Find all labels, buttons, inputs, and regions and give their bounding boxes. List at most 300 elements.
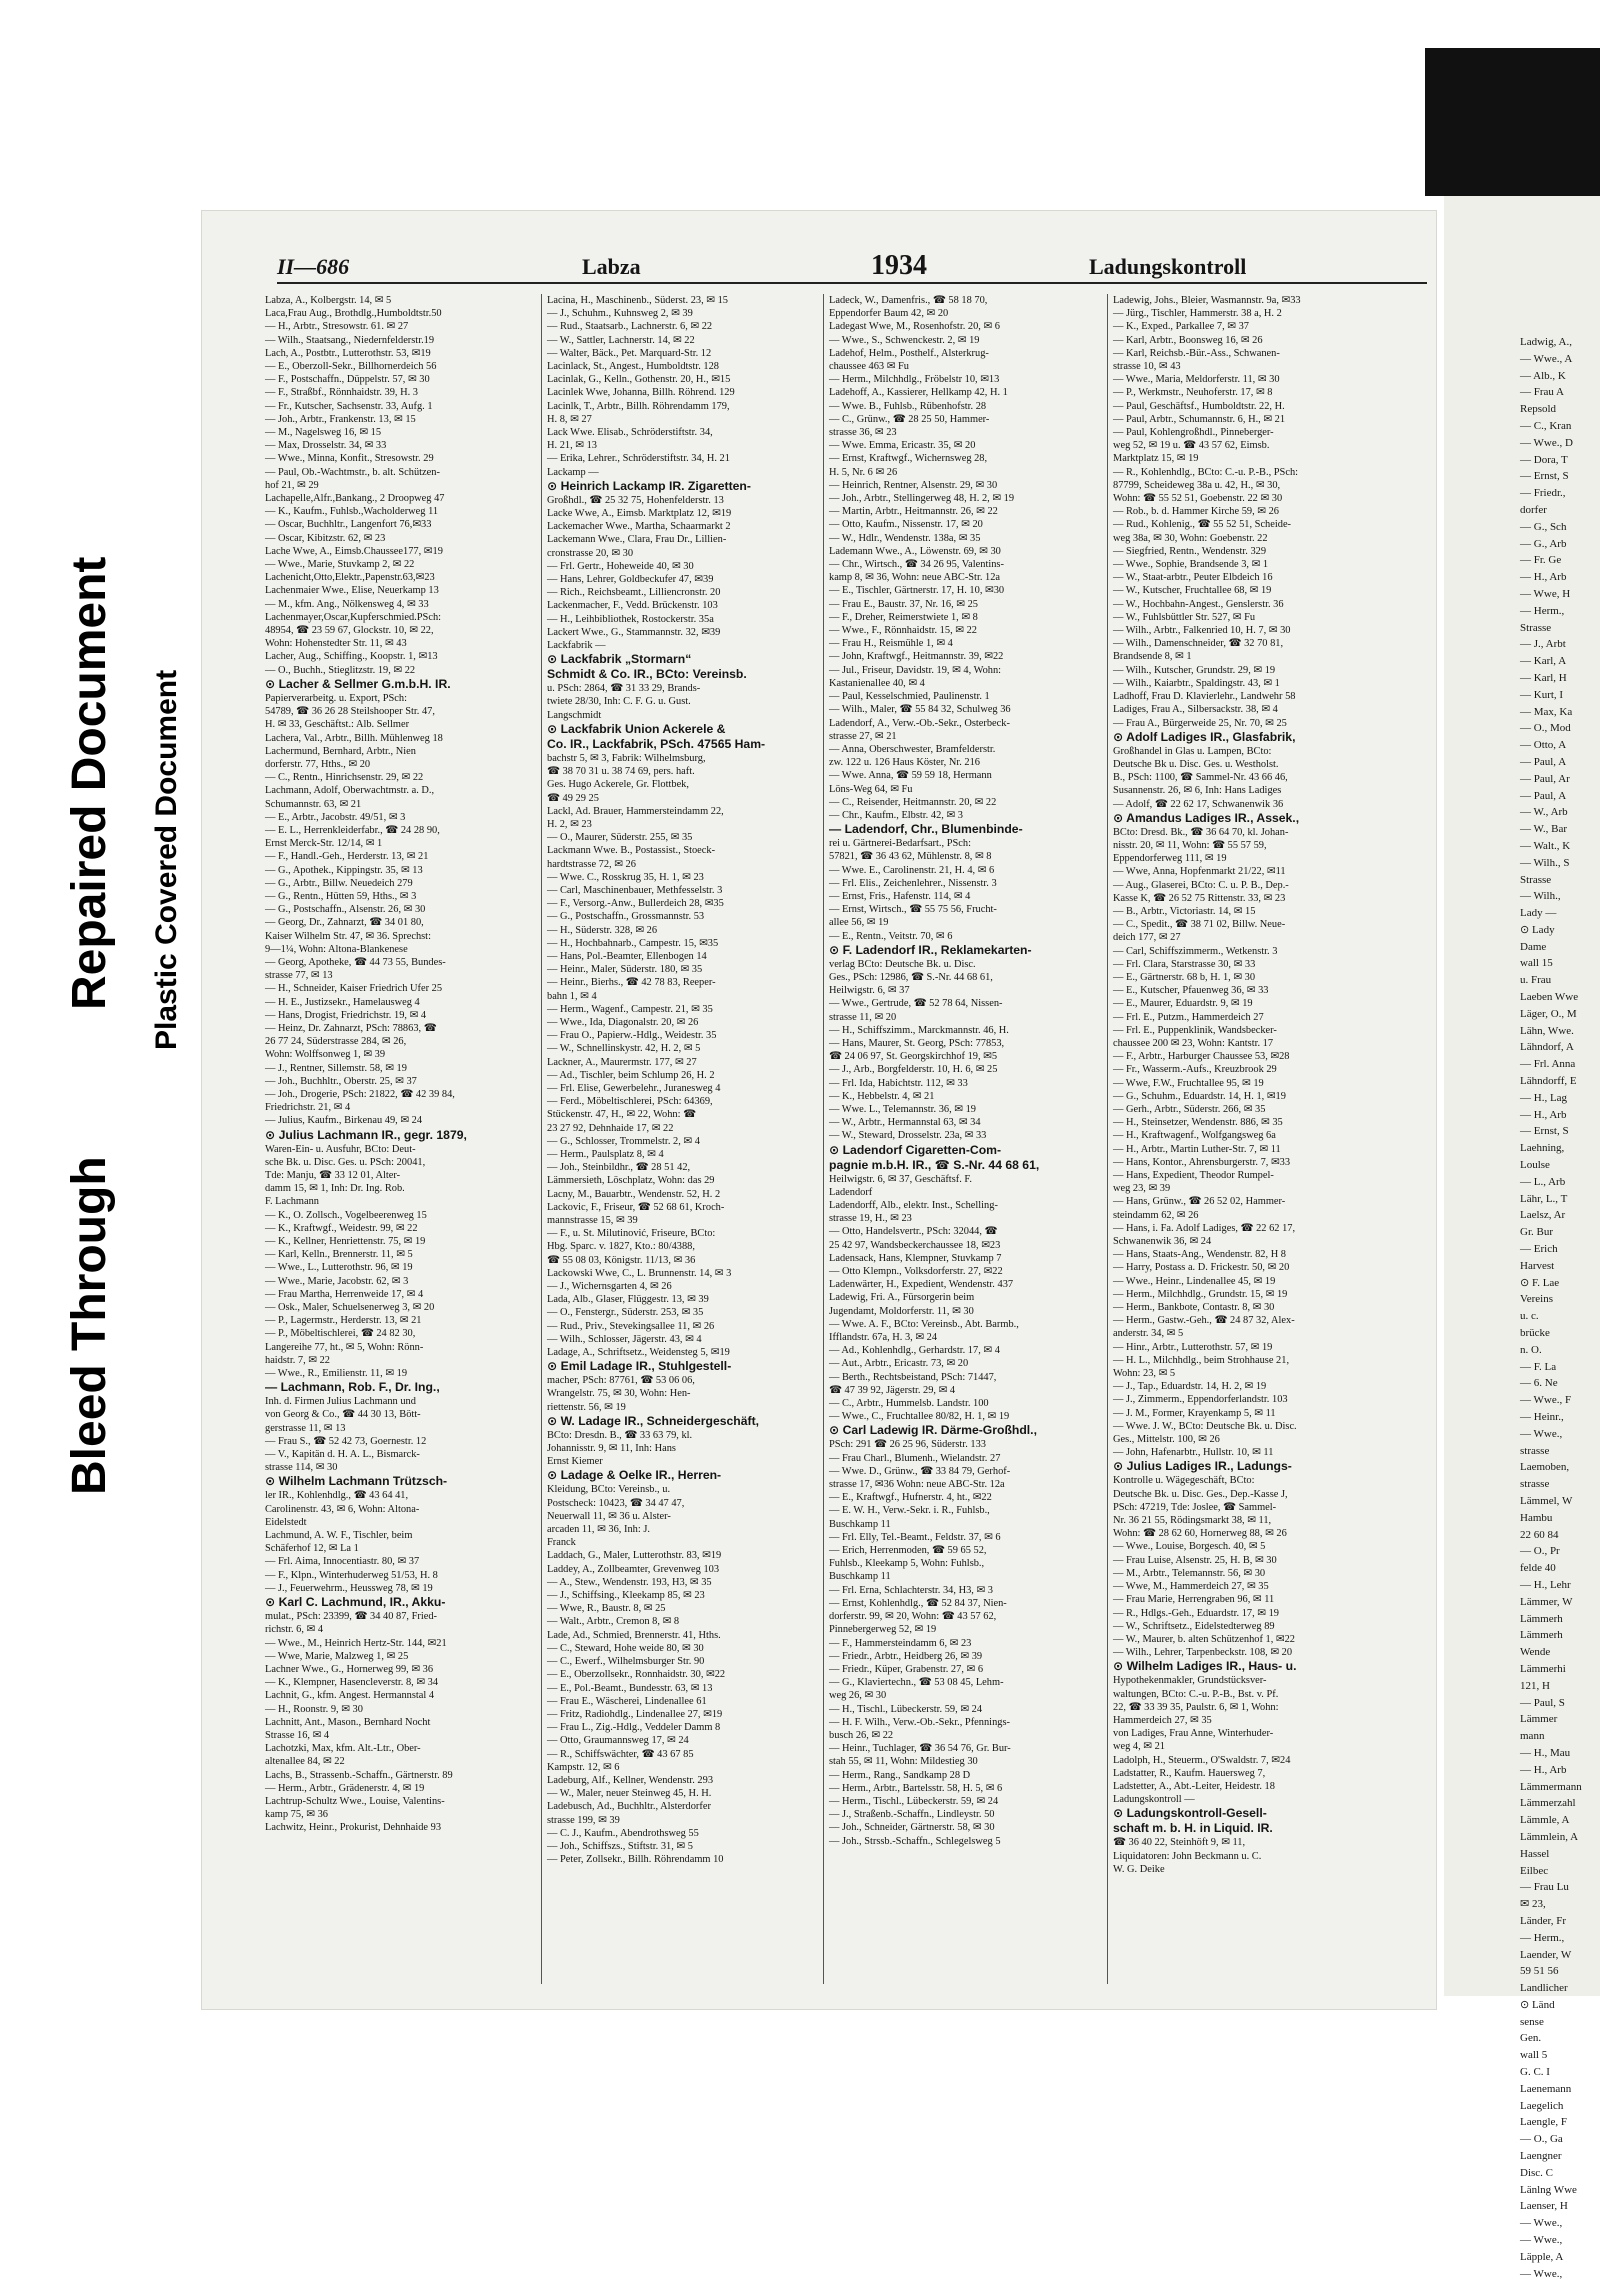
directory-entry: Tde: Manju, ☎ 33 12 01, Alter- (265, 1170, 401, 1181)
directory-entry: Eppendorferweg 111, ✉ 19 (1113, 853, 1227, 865)
directory-entry: — G., Schlosser, Trommelstr. 2, ✉ 4 (547, 1135, 700, 1147)
directory-entry: Franck (547, 1537, 576, 1549)
directory-entry: — W., Sattler, Lachnerstr. 14, ✉ 22 (547, 334, 695, 346)
edge-fragment: Laehning, (1520, 1142, 1565, 1155)
edge-fragment: Laeben Wwe (1520, 991, 1579, 1004)
directory-entry: — Fritz, Radiohdlg., Lindenallee 27, ✉19 (547, 1708, 723, 1720)
directory-entry: — W., Fuhlsbüttler Str. 527, ✉ Fu (1113, 611, 1256, 623)
directory-entry: — W., Steward, Drosselstr. 23a, ✉ 33 (829, 1130, 987, 1142)
directory-entry: — C., Reisender, Heitmannstr. 20, ✉ 22 (829, 796, 997, 808)
directory-entry: — Frl. Clara, Starstrasse 30, ✉ 33 (1113, 958, 1256, 970)
directory-entry: dorferstr. 99, ✉ 20, Wohn: ☎ 43 57 62, (829, 1611, 997, 1623)
directory-entry: Wohn: Hohenstedter Str. 11, ✉ 43 (265, 638, 407, 650)
directory-entry: — Erika, Lehrer., Schröderstiftstr. 34, H. 21 (547, 453, 730, 465)
directory-entry: Lackamp — (547, 466, 599, 478)
directory-entry: strasse 114, ✉ 30 (265, 1462, 338, 1474)
edge-fragment: dorfer (1520, 503, 1547, 516)
edge-fragment: — Karl, A (1520, 655, 1567, 668)
directory-entry: — K., Exped., Parkallee 7, ✉ 37 (1113, 321, 1249, 333)
directory-entry: Lache Wwe, A., Eimsb.Chaussee177, ✉19 (265, 545, 443, 557)
directory-entry: weg 38a, ✉ 30, Wohn: Goebenstr. 22 (1113, 532, 1268, 544)
directory-entry: — H., Tischl., Lübeckerstr. 59, ✉ 24 (829, 1703, 983, 1715)
directory-entry: — Frau E., Baustr. 37, Nr. 16, ✉ 25 (829, 598, 978, 610)
edge-fragment: mann (1520, 1730, 1545, 1743)
directory-entry: — Wwe, M., Hammerdeich 27, ✉ 35 (1113, 1581, 1269, 1593)
directory-entry: strasse 36, ✉ 23 (829, 427, 897, 439)
directory-entry: — C., Arbtr., Hummelsb. Landstr. 100 (829, 1398, 989, 1410)
edge-fragment: ⊙ F. Lae (1520, 1276, 1560, 1289)
directory-entry: H. 5, Nr. 6 ✉ 26 (829, 466, 898, 478)
directory-entry: — J., Tap., Eduardstr. 14, H. 2, ✉ 19 (1113, 1381, 1267, 1393)
directory-year: 1934 (871, 250, 927, 281)
edge-fragment: — Friedr., (1520, 487, 1566, 500)
directory-entry: — K., Kaufm., Fuhlsb.,Wacholderweg 11 (265, 506, 439, 518)
edge-fragment: — H., Lehr (1520, 1578, 1571, 1591)
directory-entry: — Ernst, Kohlenhdlg., ☎ 52 84 37, Nien- (829, 1597, 1007, 1609)
directory-entry: Jugendamt, Moldorferstr. 11, ✉ 30 (829, 1305, 974, 1317)
directory-entry: — Walter, Bäck., Pet. Marquard-Str. 12 (547, 347, 712, 359)
directory-entry: ☎ 24 06 97, St. Georgskirchhof 19, ✉5 (829, 1051, 998, 1063)
directory-entry: strasse 17, ✉36 Wohn: neue ABC-Str. 12a (829, 1479, 1005, 1491)
directory-entry: weg 23, ✉ 39 (1113, 1183, 1171, 1195)
directory-entry: strasse 19, H., ✉ 23 (829, 1213, 912, 1225)
directory-entry: — G., Klaviertechn., ☎ 53 08 45, Lehm- (829, 1677, 1004, 1689)
edge-fragment: Lämmer (1520, 1713, 1558, 1726)
directory-entry: — Wilh., Kaiarbtr., Spaldingstr. 43, ✉ 1 (1113, 677, 1280, 689)
directory-entry: ⊙ W. Ladage IR., Schneidergeschäft, (547, 1413, 760, 1428)
edge-fragment: — Kurt, I (1520, 688, 1564, 701)
directory-entry: Wohn: ☎ 55 52 51, Goebenstr. 22 ✉ 30 (1113, 493, 1283, 505)
directory-entry: — Wwe., Gertrude, ☎ 52 78 64, Nissen- (829, 998, 1003, 1010)
directory-entry: Löns-Weg 64, ✉ Fu (829, 783, 913, 795)
directory-entry: Lackenmacher, F., Vedd. Brückenstr. 103 (547, 600, 718, 612)
directory-entry: — Frau Marie, Herrengraben 96, ✉ 11 (1113, 1594, 1275, 1606)
bleed-through-label: Bleed Through (63, 1156, 116, 1495)
edge-fragment: wall 15 (1520, 957, 1553, 970)
edge-fragment: ⊙ Lady (1520, 923, 1555, 936)
directory-entry: — Herm., Arbtr., Bartelsstr. 58, H. 5, ✉ 6 (829, 1782, 1003, 1794)
column-divider (541, 294, 542, 1984)
directory-entry: — Frl. Erna, Schlachterstr. 34, H3, ✉ 3 (829, 1584, 993, 1596)
directory-entry: altenallee 84, ✉ 22 (265, 1756, 345, 1768)
directory-entry: chaussee 200 ✉ 23, Wohn: Kantstr. 17 (1113, 1037, 1274, 1049)
edge-fragment: — Otto, A (1520, 739, 1567, 752)
directory-entry: — K., Kellner, Henriettenstr. 75, ✉ 19 (265, 1236, 426, 1248)
directory-entry: — W., Arbtr., Hermannstal 63, ✉ 34 (829, 1117, 981, 1129)
directory-entry: — Joh., Buchhltr., Oberstr. 25, ✉ 37 (265, 1075, 417, 1087)
edge-fragment: Lämmerh (1520, 1612, 1563, 1625)
directory-entry: — G., Apothek., Kippingstr. 35, ✉ 13 (265, 864, 423, 876)
directory-entry: Lachera, Val., Arbtr., Billh. Mühlenweg 18 (265, 732, 443, 744)
edge-fragment: Laender, W (1520, 1948, 1572, 1961)
directory-entry: Schwanenwik 36, ✉ 24 (1113, 1236, 1212, 1248)
directory-entry: — J., Schiffsing., Kleekamp 85, ✉ 23 (547, 1590, 705, 1602)
directory-entry: — R., Kohlenhdlg., BCto: C.-u. P.-B., PSch: (1113, 466, 1299, 478)
directory-entry: — John, Kraftwgf., Heitmannstr. 39, ✉22 (829, 651, 1004, 663)
directory-entry: — J., Wichernsgarten 4, ✉ 26 (547, 1281, 672, 1293)
directory-entry: — Chr., Kaufm., Elbstr. 42, ✉ 3 (829, 809, 963, 821)
directory-entry: — F., Hammersteindamm 6, ✉ 23 (829, 1637, 972, 1649)
directory-entry: strasse 10, ✉ 43 (1113, 361, 1181, 373)
directory-entry: — Frl. Elis., Zeichenlehrer., Nissenstr. 3 (829, 877, 997, 889)
directory-entry: Ernst Kiemer (547, 1456, 603, 1468)
directory-entry: Großhdl., ☎ 25 32 75, Hohenfelderstr. 13 (547, 494, 724, 506)
edge-fragment: — Paul, A (1520, 789, 1567, 802)
directory-entry: Langereihe 77, ht., ✉ 5, Wohn: Rönn- (265, 1341, 424, 1353)
directory-entry: — E., Gärtnerstr. 68 b, H. 1, ✉ 30 (1113, 971, 1256, 983)
edge-fragment: — Wwe, H (1520, 587, 1571, 600)
directory-entry: Lämmersieth, Löschplatz, Wohn: das 29 (547, 1175, 715, 1187)
directory-entry: — Frau L., Zig.-Hdlg., Veddeler Damm 8 (547, 1722, 721, 1734)
edge-fragment: — Wwe., (1520, 2234, 1563, 2247)
directory-entry: allee 56, ✉ 19 (829, 917, 889, 929)
directory-entry: Lacinlek Wwe, Johanna, Billh. Röhrend. 129 (547, 387, 735, 399)
edge-fragment: Landlicher (1520, 1982, 1568, 1995)
directory-entry: Wohn: 23, ✉ 5 (1113, 1368, 1176, 1380)
directory-entry: strasse 27, ✉ 21 (829, 730, 897, 742)
directory-entry: Lacina, H., Maschinenb., Süderst. 23, ✉ 15 (547, 295, 728, 306)
directory-entry: Lade, Ad., Schmied, Brennerstr. 41, Hths. (547, 1629, 721, 1641)
directory-entry: Ladiges, Frau A., Silbersackstr. 38, ✉ 4 (1113, 704, 1278, 716)
directory-entry: — Herm., Bankbote, Contastr. 8, ✉ 30 (1113, 1302, 1275, 1314)
directory-entry: — Wilh., Maler, ☎ 55 84 32, Schulweg 36 (829, 704, 1011, 716)
directory-entry: — Wilh., Kutscher, Grundstr. 29, ✉ 19 (1113, 664, 1276, 676)
directory-entry: — Aut., Arbtr., Ericastr. 73, ✉ 20 (829, 1358, 969, 1370)
directory-entry: — Joh., Steinbildhr., ☎ 28 51 42, (547, 1162, 691, 1174)
directory-entry: — E. W. H., Verw.-Sekr. i. R., Fuhlsb., (829, 1505, 990, 1517)
directory-entry: — Herm., Arbtr., Grädenerstr. 4, ✉ 19 (265, 1782, 425, 1794)
directory-entry: ☎ 36 40 22, Steinhöft 9, ✉ 11, (1113, 1837, 1246, 1849)
directory-entry: — Heinr., Maler, Süderstr. 180, ✉ 35 (547, 964, 703, 976)
directory-entry: Schumannstr. 63, ✉ 21 (265, 798, 362, 810)
edge-fragment: wall 5 (1520, 2049, 1548, 2062)
directory-entry: — Joh., Schneider, Gärtnerstr. 58, ✉ 30 (829, 1822, 995, 1834)
directory-entry: — W., Hochbahn-Angest., Genslerstr. 36 (1113, 598, 1284, 610)
directory-entry: Neuerwall 11, ✉ 36 u. Alster- (547, 1510, 671, 1522)
directory-entry: — J., Feuerwehrm., Heussweg 78, ✉ 19 (265, 1582, 433, 1594)
directory-entry: riettenstr. 56, ✉ 19 (547, 1401, 626, 1413)
directory-entry: Labza, A., Kolbergstr. 14, ✉ 5 (265, 295, 392, 306)
edge-fragment: Strasse (1520, 621, 1552, 634)
directory-entry: — Joh., Arbtr., Frankenstr. 13, ✉ 15 (265, 413, 416, 425)
edge-fragment: Laelsz, Ar (1520, 1209, 1566, 1222)
directory-entry: BCto: Dresdn. B., ☎ 33 63 79, kl. (547, 1429, 693, 1441)
edge-fragment: — 6. Ne (1520, 1377, 1558, 1390)
edge-fragment: — Ernst, S (1520, 470, 1569, 483)
directory-entry: — Otto Klempn., Volksdorferstr. 27, ✉22 (829, 1266, 1003, 1278)
directory-entry: Inh. d. Firmen Julius Lachmann und (265, 1396, 416, 1408)
directory-entry: Ladeck, W., Damenfris., ☎ 58 18 70, (829, 295, 988, 306)
directory-entry: — Herm., Milchhdlg., Fröbelstr 10, ✉13 (829, 374, 1000, 386)
directory-entry: Lachtrup-Schultz Wwe., Louise, Valentins- (265, 1795, 445, 1807)
edge-fragment: u. c. (1520, 1310, 1539, 1323)
directory-entry: — E., Oberzoll-Sekr., Billhornerdeich 56 (265, 361, 437, 373)
directory-entry: Ladstatter, R., Kaufm. Hauersweg 7, (1113, 1767, 1266, 1779)
directory-entry: — G., Arbtr., Billw. Neuedeich 279 (265, 877, 413, 889)
directory-entry: — Wwe., Ida, Diagonalstr. 20, ✉ 26 (547, 1016, 699, 1028)
edge-fragment: Läger, O., M (1520, 1007, 1577, 1020)
directory-entry: — Frau H., Reismühle 1, ✉ 4 (829, 638, 953, 650)
directory-entry: Schmidt & Co. IR., BCto: Vereinsb. (547, 667, 747, 682)
directory-entry: — J., Schuhm., Kuhnsweg 2, ✉ 39 (547, 308, 693, 320)
directory-entry: — Paul, Kohlengroßhdl., Pinneberger- (1113, 427, 1274, 439)
directory-entry: dorferstr. 77, Hths., ✉ 20 (265, 758, 371, 770)
edge-fragment: — Wwe., D (1520, 436, 1573, 449)
directory-entry: damm 15, ✉ 1, Inh: Dr. Ing. Rob. (265, 1183, 405, 1195)
directory-entry: — Wwe, R., Baustr. 8, ✉ 25 (547, 1603, 666, 1615)
directory-entry: Eidelstedt (265, 1516, 307, 1528)
edge-fragment: Lähn, Wwe. (1520, 1024, 1574, 1037)
directory-entry: Deutsche Bk. u. Disc. Ges., Dep.-Kasse J, (1113, 1488, 1288, 1500)
directory-entry: 48954, ☎ 23 59 67, Glockstr. 10, ✉ 22, (265, 625, 434, 637)
column-3 (829, 294, 1099, 1984)
edge-fragment: felde 40 (1520, 1562, 1556, 1575)
directory-entry: twiete 28/30, Inh: C. F. G. u. Gust. (547, 696, 691, 708)
directory-entry: Lacinlk, T., Arbtr., Billh. Röhrendamm 179, (547, 400, 730, 412)
directory-entry: — J. M., Former, Krayenkamp 5, ✉ 11 (1113, 1407, 1276, 1419)
directory-entry: — H. L., Milchhdlg., beim Strohhause 21, (1113, 1354, 1290, 1366)
edge-fragment: Disc. C (1520, 2166, 1553, 2179)
directory-entry: — Karl, Arbtr., Boonsweg 16, ✉ 26 (1113, 334, 1263, 346)
directory-entry: — Karl, Kelln., Brennerstr. 11, ✉ 5 (265, 1249, 413, 1261)
directory-entry: — Frl. Gertr., Hoheweide 40, ✉ 30 (547, 560, 694, 572)
edge-fragment: — H., Arb (1520, 1108, 1567, 1121)
directory-entry: — Julius, Kaufm., Birkenau 49, ✉ 24 (265, 1115, 423, 1127)
directory-entry: von Georg & Co., ☎ 44 30 13, Bött- (265, 1409, 421, 1421)
edge-fragment: — Herm., (1520, 604, 1565, 617)
directory-entry: Papierverarbeitg. u. Export, PSch: (265, 692, 407, 704)
directory-entry: Ladhoff, Frau D. Klavierlehr., Landwehr 58 (1113, 691, 1296, 703)
directory-entry: strasse 11, ✉ 20 (829, 1011, 897, 1023)
directory-entry: Lackl, Ad. Brauer, Hammersteindamm 22, (547, 805, 724, 817)
directory-entry: Ladage, A., Schriftsetz., Weidensteg 5, ✉19 (547, 1347, 730, 1359)
directory-entry: — Wwe. D., Grünw., ☎ 33 84 79, Gerhof- (829, 1465, 1011, 1477)
directory-entry: — Herm., Gastw.-Geh., ☎ 24 87 32, Alex- (1113, 1315, 1295, 1327)
directory-entry: Ges., PSch: 12986, ☎ S.-Nr. 44 68 61, (829, 971, 993, 983)
directory-entry: — Wilh., Schlosser, Jägerstr. 43, ✉ 4 (547, 1333, 702, 1345)
directory-entry: Lachmann, Adolf, Oberwachtmstr. a. D., (265, 785, 435, 797)
directory-entry: 25 42 97, Wandsbeckerchaussee 18, ✉23 (829, 1239, 1001, 1251)
page-header (277, 252, 1427, 284)
directory-entry: hardtstrasse 72, ✉ 26 (547, 858, 636, 870)
directory-entry: — E., Maurer, Eduardstr. 9, ✉ 19 (1113, 998, 1253, 1010)
directory-entry: Ladehof, Helm., Posthelf., Alsterkrug- (829, 347, 989, 359)
edge-fragment: — Ernst, S (1520, 1125, 1569, 1138)
directory-entry: — Heinrich, Rentner, Alsenstr. 29, ✉ 30 (829, 479, 998, 491)
directory-entry: Schäferhof 12, ✉ La 1 (265, 1543, 359, 1555)
directory-entry: — H., Hochbahnarb., Campestr. 15, ✉35 (547, 937, 719, 949)
edge-fragment: 121, H (1520, 1679, 1550, 1692)
directory-entry: Fuhlsb., Kleekamp 5, Wohn: Fuhlsb., (829, 1558, 985, 1570)
directory-entry: — F., Klpn., Winterhuderweg 51/53, H. 8 (265, 1569, 438, 1581)
directory-entry: Kampstr. 12, ✉ 6 (547, 1761, 620, 1773)
directory-entry: — Wwe., M., Heinrich Hertz-Str. 144, ✉21 (265, 1637, 447, 1649)
edge-fragment: G. C. I (1520, 2066, 1550, 2079)
directory-entry: Friedrichstr. 21, ✉ 4 (265, 1102, 351, 1114)
directory-entry: Hypothekenmakler, Grundstücksver- (1113, 1675, 1267, 1687)
directory-entry: — K., Hebbelstr. 4, ✉ 21 (829, 1090, 935, 1102)
directory-entry: Lack Wwe. Elisab., Schröderstiftstr. 34, (547, 427, 713, 439)
edge-fragment: Strasse (1520, 873, 1552, 886)
column-1 (265, 294, 535, 1984)
directory-entry: Großhandel in Glas u. Lampen, BCto: (1113, 745, 1272, 757)
directory-entry: — Wwe., L., Lutterothstr. 96, ✉ 19 (265, 1262, 413, 1274)
edge-fragment: Lähr, L., T (1520, 1192, 1568, 1205)
directory-entry: ☎ 55 08 03, Königstr. 11/13, ✉ 36 (547, 1254, 696, 1266)
directory-entry: ⊙ Julius Lachmann IR., gegr. 1879, (265, 1127, 467, 1142)
edge-fragment: Länlng Wwe (1520, 2183, 1577, 2196)
directory-entry: — Hans, Expedient, Theodor Rumpel- (1113, 1170, 1274, 1181)
directory-entry: richstr. 6, ✉ 4 (265, 1624, 324, 1636)
directory-entry: — Herm., Rang., Sandkamp 28 D (829, 1769, 971, 1781)
directory-entry: — W., Schriftsetz., Eidelstedterweg 89 (1113, 1620, 1275, 1632)
directory-entry: — Ferd., Möbeltischlerei, PSch: 64369, (547, 1096, 713, 1108)
directory-entry: — E., Oberzollsekr., Ronnhaidstr. 30, ✉22 (547, 1669, 726, 1681)
directory-entry: Lackner, A., Maurermstr. 177, ✉ 27 (547, 1056, 697, 1068)
edge-fragment: n. O. (1520, 1343, 1542, 1356)
directory-entry: bachstr 5, ✉ 3, Fabrik: Wilhelmsburg, (547, 752, 706, 764)
directory-entry: — Ad., Tischler, beim Schlump 26, H. 2 (547, 1069, 715, 1081)
edge-fragment: Ladwig, A., (1520, 336, 1572, 348)
directory-entry: — O., Maurer, Süderstr. 255, ✉ 35 (547, 832, 693, 844)
directory-entry: gerstrasse 11, ✉ 13 (265, 1422, 346, 1434)
directory-entry: chaussee 463 ✉ Fu (829, 361, 909, 373)
directory-entry: — R., Hdlgs.-Geh., Eduardstr. 17, ✉ 19 (1113, 1607, 1279, 1619)
edge-fragment: — Herm., (1520, 1931, 1565, 1944)
directory-entry: Lackovic, F., Friseur, ☎ 52 68 61, Kroch- (547, 1201, 725, 1213)
directory-entry: Ladendorf, A., Verw.-Ob.-Sekr., Osterbeck- (829, 717, 1010, 729)
directory-entry: ⊙ Adolf Ladiges IR., Glasfabrik, (1113, 729, 1296, 744)
directory-entry: — P., Lagermstr., Herderstr. 13, ✉ 21 (265, 1315, 422, 1327)
edge-fragment: Lämmle, A (1520, 1814, 1570, 1827)
directory-entry: — Hans, Pol.-Beamter, Ellenbogen 14 (547, 950, 707, 962)
edge-fragment: Laenemann (1520, 2082, 1572, 2095)
directory-entry: — Paul, Kesselschmied, Paulinenstr. 1 (829, 691, 990, 703)
directory-entry: ⊙ F. Ladendorf IR., Reklamekarten- (829, 942, 1032, 957)
directory-entry: Ladendorff, Alb., elektr. Inst., Schelling- (829, 1200, 998, 1211)
directory-entry: — Frau Charl., Blumenh., Wielandstr. 27 (829, 1452, 1001, 1464)
edge-fragment: — Wilh., (1520, 890, 1561, 903)
adjacent-page-edge (1444, 196, 1600, 2280)
directory-entry: Lackemacher Wwe., Martha, Schaarmarkt 2 (547, 521, 731, 533)
directory-entry: Kastanienallee 40, ✉ 4 (829, 677, 925, 689)
directory-entry: Lacny, M., Bauarbtr., Wendenstr. 52, H. 2 (547, 1188, 721, 1200)
repaired-document-label: Repaired Document (63, 556, 116, 1010)
directory-entry: — J., Zimmerm., Eppendorferlandstr. 103 (1113, 1394, 1288, 1406)
edge-fragment: u. Frau (1520, 974, 1552, 987)
directory-entry: — Ernst, Wirtsch., ☎ 55 75 56, Frucht- (829, 904, 997, 916)
directory-entry: Carolinenstr. 43, ✉ 6, Wohn: Altona- (265, 1503, 420, 1515)
directory-entry: Ladenwärter, H., Expedient, Wendenstr. 437 (829, 1279, 1014, 1291)
directory-entry: bahn 1, ✉ 4 (547, 990, 597, 1002)
edge-fragment: Gen. (1520, 2032, 1542, 2045)
directory-entry: — F., Handl.-Geh., Herderstr. 13, ✉ 21 (265, 851, 429, 863)
directory-entry: — Frau Martha, Herrenweide 17, ✉ 4 (265, 1288, 424, 1300)
directory-entry: Ladstetter, A., Abt.-Leiter, Heidestr. 18 (1113, 1780, 1275, 1792)
directory-entry: kamp 8, ✉ 36, Wohn: neue ABC-Str. 12a (829, 572, 1001, 584)
directory-entry: — Herm., Milchhdlg., Grundstr. 15, ✉ 19 (1113, 1288, 1288, 1300)
directory-entry: — Otto, Handelsvertr., PSch: 32044, ☎ (829, 1226, 998, 1238)
edge-fragment: — W., Bar (1520, 823, 1568, 836)
directory-entry: ⊙ Wilhelm Lachmann Trützsch- (265, 1474, 448, 1489)
directory-entry: Ladewig, Johs., Bleier, Wasmannstr. 9a, ✉33 (1113, 295, 1301, 306)
column-2 (547, 294, 817, 1984)
scan-edge-shadow (1425, 48, 1600, 196)
directory-entry: — H., Schneider, Kaiser Friedrich Ufer 25 (265, 983, 443, 995)
directory-entry: — F., Dreher, Reimerstwiete 1, ✉ 8 (829, 611, 978, 623)
directory-entry: Wohn: ☎ 28 62 60, Hornerweg 88, ✉ 26 (1113, 1528, 1287, 1540)
directory-entry: Lachmund, A. W. F., Tischler, beim (265, 1530, 413, 1542)
edge-fragment: — Heinr., (1520, 1411, 1564, 1423)
directory-entry: — E. L., Herrenkleiderfabr., ☎ 24 28 90, (265, 824, 440, 836)
directory-entry: — Friedr., Küper, Grabenstr. 27, ✉ 6 (829, 1663, 984, 1675)
directory-entry: — Anna, Oberschwester, Bramfelderstr. (829, 743, 996, 755)
directory-entry: Lachenmaier Wwe., Elise, Neuerkamp 13 (265, 585, 439, 597)
directory-entry: Ges., Mittelstr. 100, ✉ 26 (1113, 1434, 1220, 1446)
edge-fragment: Lämmel, W (1520, 1494, 1573, 1507)
directory-entry: — Adolf, ☎ 22 62 17, Schwanenwik 36 (1113, 798, 1284, 810)
directory-entry: Kontrolle u. Wägegeschäft, BCto: (1113, 1475, 1255, 1487)
directory-entry: Postscheck: 10423, ☎ 34 47 47, (547, 1497, 685, 1509)
directory-entry: Heilwigstr. 6, ✉ 37, Geschäftsf. F. (829, 1173, 972, 1185)
directory-entry: — Friedr., Arbtr., Heidberg 26, ✉ 39 (829, 1650, 983, 1662)
directory-entry: weg 26, ✉ 30 (829, 1690, 887, 1702)
directory-entry: — Wwe. B., Fuhlsb., Rübenhofstr. 28 (829, 400, 987, 412)
directory-entry: Lacke Wwe, A., Eimsb. Marktplatz 12, ✉19 (547, 508, 732, 520)
directory-entry: BCto: Dresd. Bk., ☎ 36 64 70, kl. Johan- (1113, 826, 1289, 838)
directory-entry: Lachnitt, Ant., Mason., Bernhard Nocht (265, 1716, 431, 1728)
directory-entry: Strasse 16, ✉ 4 (265, 1729, 330, 1741)
directory-entry: — Oscar, Buchhltr., Langenfort 76,✉33 (265, 519, 432, 531)
directory-entry: — W., Schnellinskystr. 42, H. 2, ✉ 5 (547, 1043, 701, 1055)
directory-entry: — Wwe. A. F., BCto: Vereinsb., Abt. Barmb., (829, 1318, 1019, 1330)
directory-entry: — Wilh., Arbtr., Falkenried 10, H. 7, ✉ 30 (1113, 625, 1291, 637)
directory-entry: verlag BCto: Deutsche Bk. u. Disc. (829, 958, 976, 970)
edge-fragment: — G., Sch (1520, 520, 1567, 533)
directory-entry: — E., Rentn., Veitstr. 70, ✉ 6 (829, 930, 953, 942)
page-number: II—686 (277, 254, 350, 279)
directory-entry: Langschmidt (547, 709, 602, 721)
directory-entry: — Hans, Grünw., ☎ 26 52 02, Hammer- (1113, 1196, 1286, 1208)
directory-entry: — W., Staat-arbtr., Peuter Elbdeich 16 (1113, 572, 1273, 584)
directory-entry: Kaiser Wilhelm Str. 47, ✉ 36. Sprechst: (265, 930, 431, 942)
directory-entry: — Heinz, Dr. Zahnarzt, PSch: 78863, ☎ (265, 1022, 437, 1034)
edge-fragment: Dame (1520, 940, 1547, 953)
edge-fragment: Lady — (1520, 907, 1557, 920)
directory-entry: — Rud., Staatsarb., Lachnerstr. 6, ✉ 22 (547, 321, 713, 333)
directory-entry: mannstrasse 15, ✉ 39 (547, 1215, 638, 1226)
directory-entry: Lackemann Wwe., Clara, Frau Dr., Lillien- (547, 534, 727, 546)
directory-entry: — Gerh., Arbtr., Süderstr. 266, ✉ 35 (1113, 1103, 1266, 1115)
directory-entry: Buschkamp 11 (829, 1518, 891, 1530)
directory-entry: — C., Grünw., ☎ 28 25 50, Hammer- (829, 413, 990, 425)
directory-entry: — Wwe, F.W., Fruchtallee 95, ✉ 19 (1113, 1077, 1264, 1089)
directory-entry: — Walt., Arbtr., Cremon 8, ✉ 8 (547, 1616, 680, 1628)
edge-fragment: brücke (1520, 1327, 1550, 1340)
directory-entry: — B., Arbtr., Victoriastr. 14, ✉ 15 (1113, 905, 1256, 917)
directory-entry: — W., Maurer, b. alten Schützenhof 1, ✉22 (1113, 1633, 1296, 1645)
edge-fragment: — Wwe., (1520, 2217, 1563, 2230)
directory-entry: ⊙ Lackfabrik Union Ackerele & (547, 721, 726, 736)
directory-entry: mulat., PSch: 23399, ☎ 34 40 87, Fried- (265, 1611, 437, 1623)
directory-entry: — Hans, Lehrer, Goldbeckufer 47, ✉39 (547, 574, 714, 586)
edge-fragment: Repsold (1520, 403, 1557, 416)
directory-entry: pagnie m.b.H. IR., ☎ S.-Nr. 44 68 61, (829, 1157, 1040, 1172)
directory-entry: — H., Arbtr., Stresowstr. 61. ✉ 27 (265, 321, 409, 333)
directory-entry: Lachnit, G., kfm. Angest. Hermannstal 4 (265, 1690, 435, 1702)
directory-entry: u. PSch: 2864, ☎ 31 33 29, Brands- (547, 683, 701, 695)
directory-entry: Ladolph, H., Steuerm., O'Swaldstr. 7, ✉24 (1113, 1754, 1291, 1766)
